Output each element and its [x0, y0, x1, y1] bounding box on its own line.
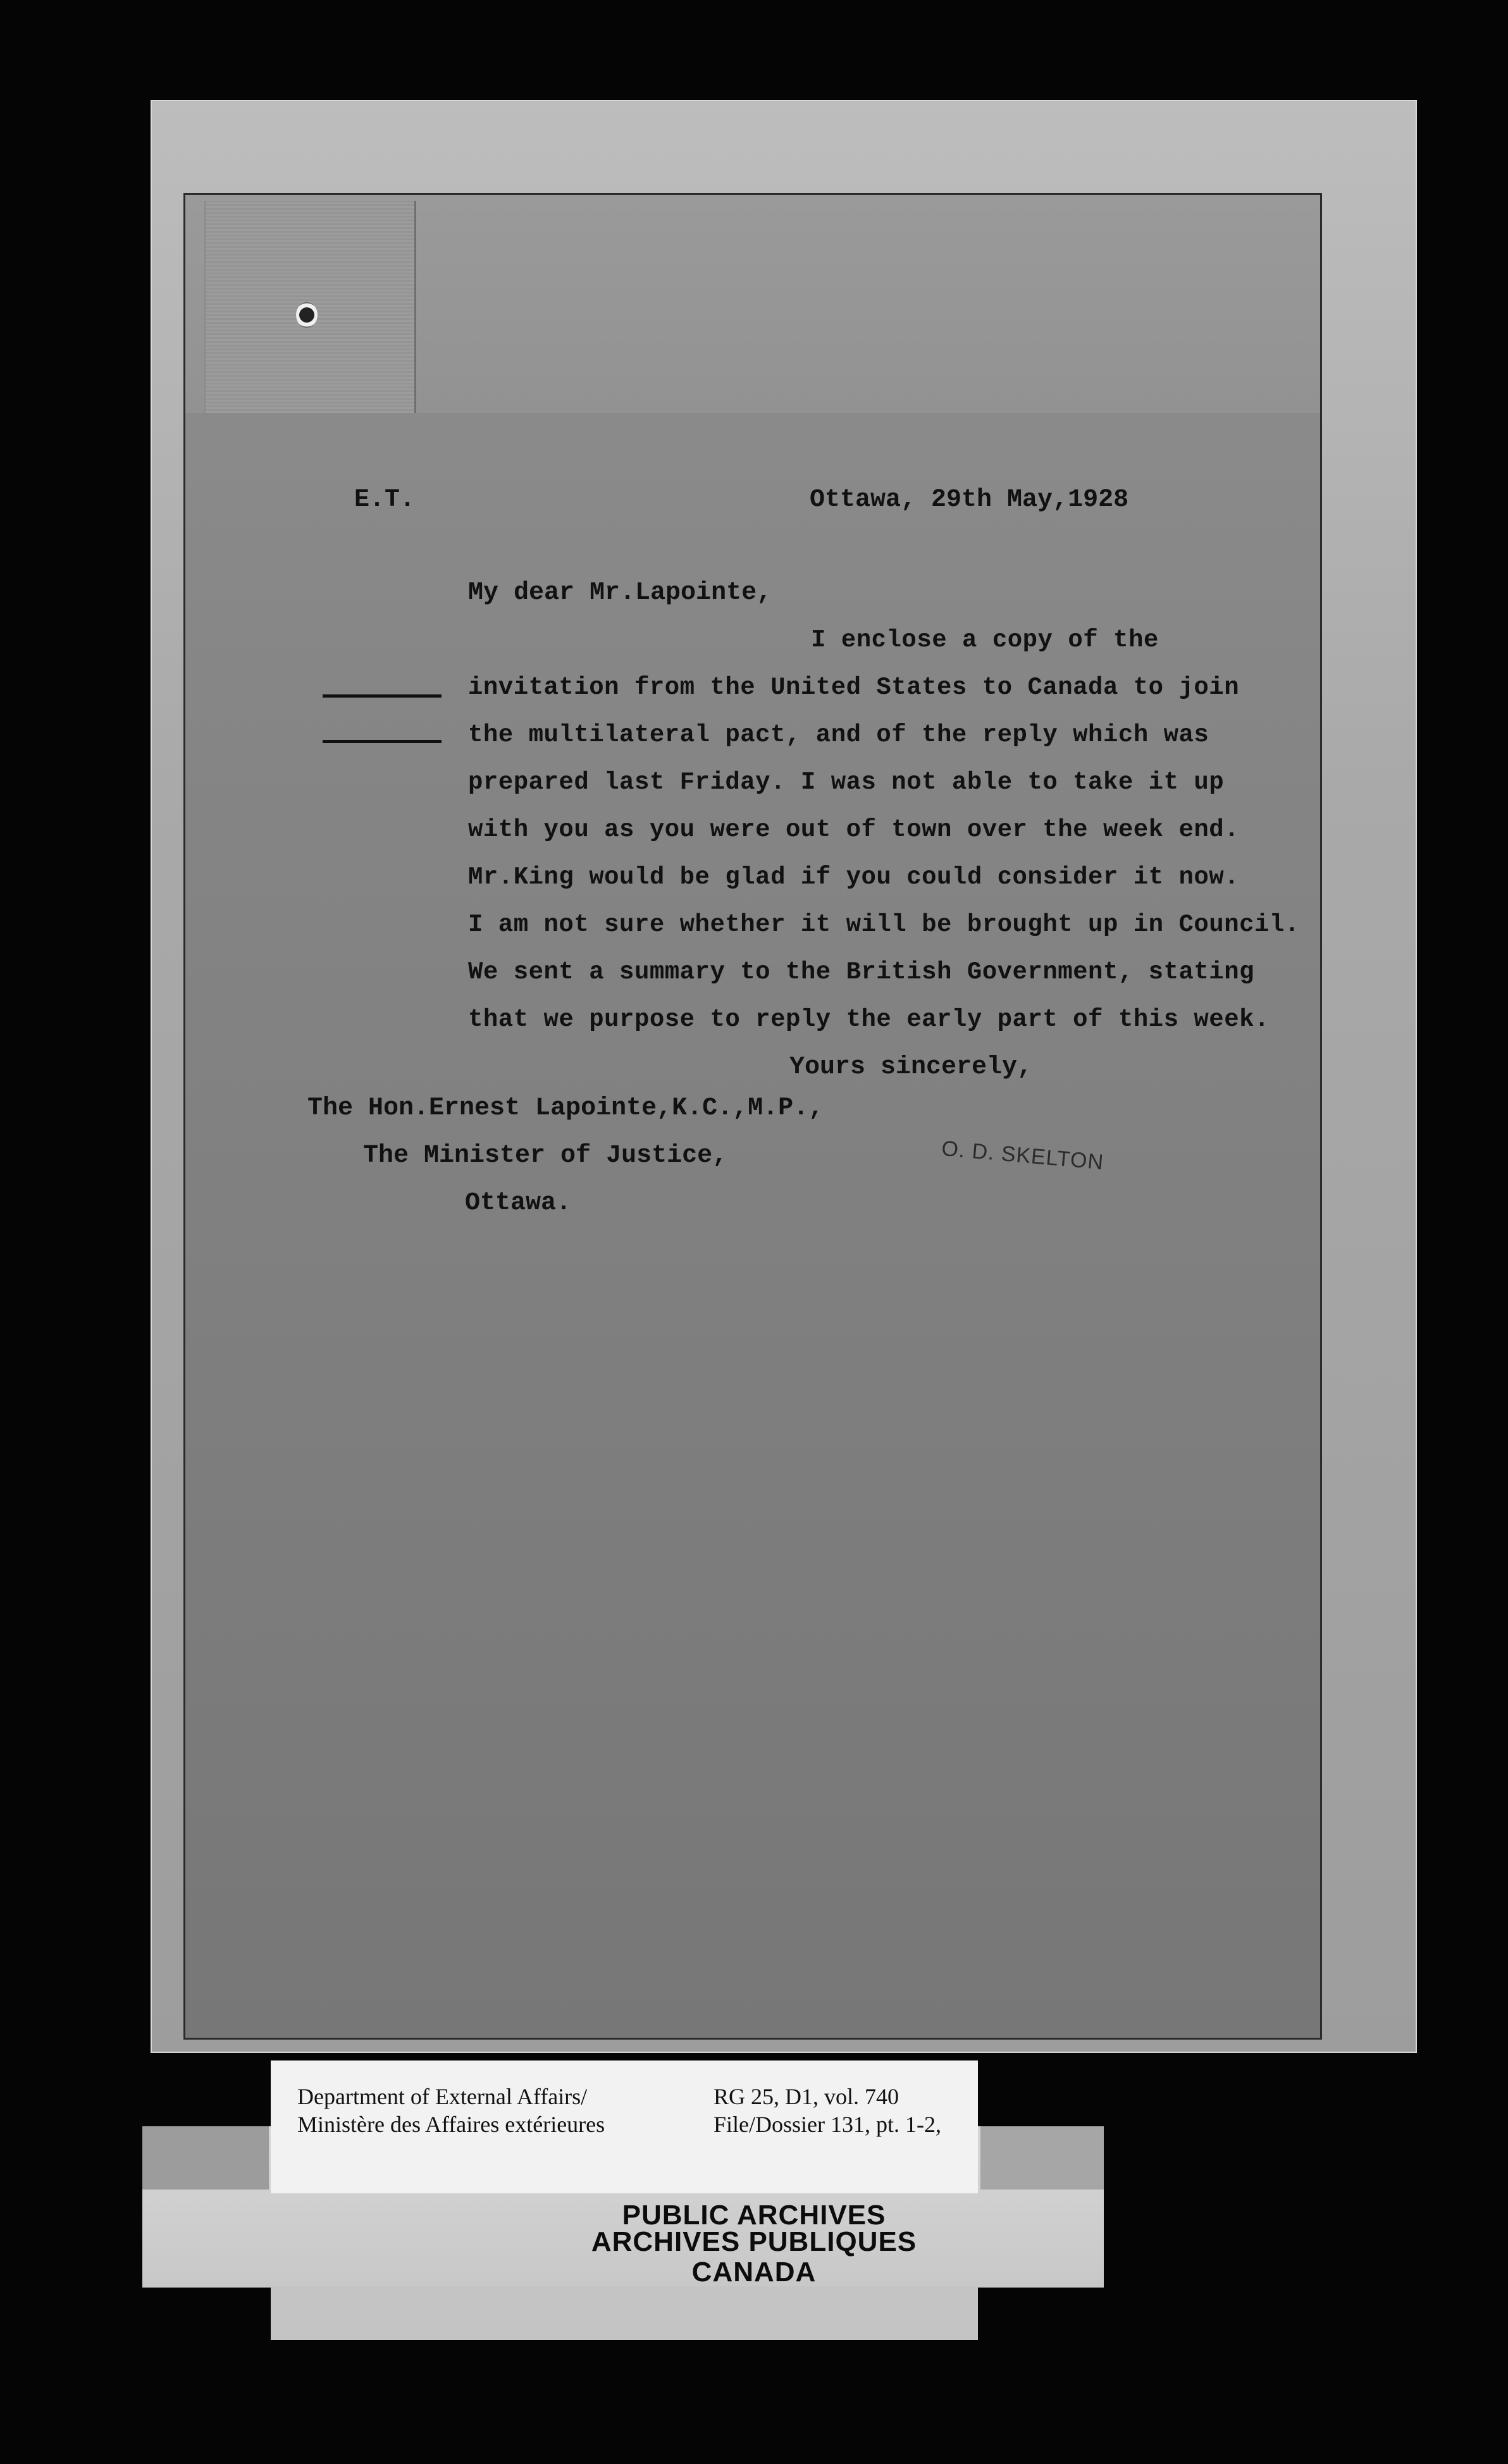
punch-hole — [296, 302, 318, 328]
department-french: Ministère des Affaires extérieures — [297, 2112, 605, 2137]
body-line: the multilateral pact, and of the reply which was — [468, 721, 1209, 749]
archive-tab-notch — [980, 2126, 1104, 2190]
address-line: Ottawa. — [465, 1189, 572, 1217]
file-reference: File/Dossier 131, pt. 1-2, — [714, 2112, 941, 2137]
record-group-reference: RG 25, D1, vol. 740 — [714, 2084, 899, 2109]
body-line: I enclose a copy of the — [811, 626, 1159, 654]
body-line: that we purpose to reply the early part of this week. — [468, 1006, 1270, 1033]
place-date: Ottawa, 29th May,1928 — [810, 486, 1129, 514]
department-english: Department of External Affairs/ — [297, 2084, 588, 2109]
archive-title-french: ARCHIVES PUBLIQUES — [591, 2226, 917, 2257]
body-line: prepared last Friday. I was not able to take it up — [468, 768, 1225, 796]
file-initials: E.T. — [354, 486, 416, 514]
archive-bottom-strip — [271, 2286, 978, 2340]
archive-title-english: PUBLIC ARCHIVES — [622, 2200, 886, 2231]
body-line: We sent a summary to the British Government, stating — [468, 958, 1254, 986]
signature-stamp: O. D. SKELTON — [940, 1136, 1105, 1175]
body-line: invitation from the United States to Canada to join — [468, 674, 1240, 701]
address-line: The Minister of Justice, — [363, 1142, 728, 1170]
body-line: Mr.King would be glad if you could consider it now. — [468, 863, 1240, 891]
closing: Yours sincerely, — [789, 1053, 1033, 1081]
body-line: I am not sure whether it will be brought up in Council. — [468, 911, 1300, 939]
salutation: My dear Mr.Lapointe, — [468, 579, 772, 607]
body-line: with you as you were out of town over the week end. — [468, 816, 1240, 844]
archive-title-country: CANADA — [691, 2257, 817, 2288]
margin-underline-mark — [323, 740, 442, 743]
margin-underline-mark — [323, 694, 442, 698]
address-line: The Hon.Ernest Lapointe,K.C.,M.P., — [307, 1094, 824, 1123]
archive-tab-notch — [142, 2126, 269, 2190]
